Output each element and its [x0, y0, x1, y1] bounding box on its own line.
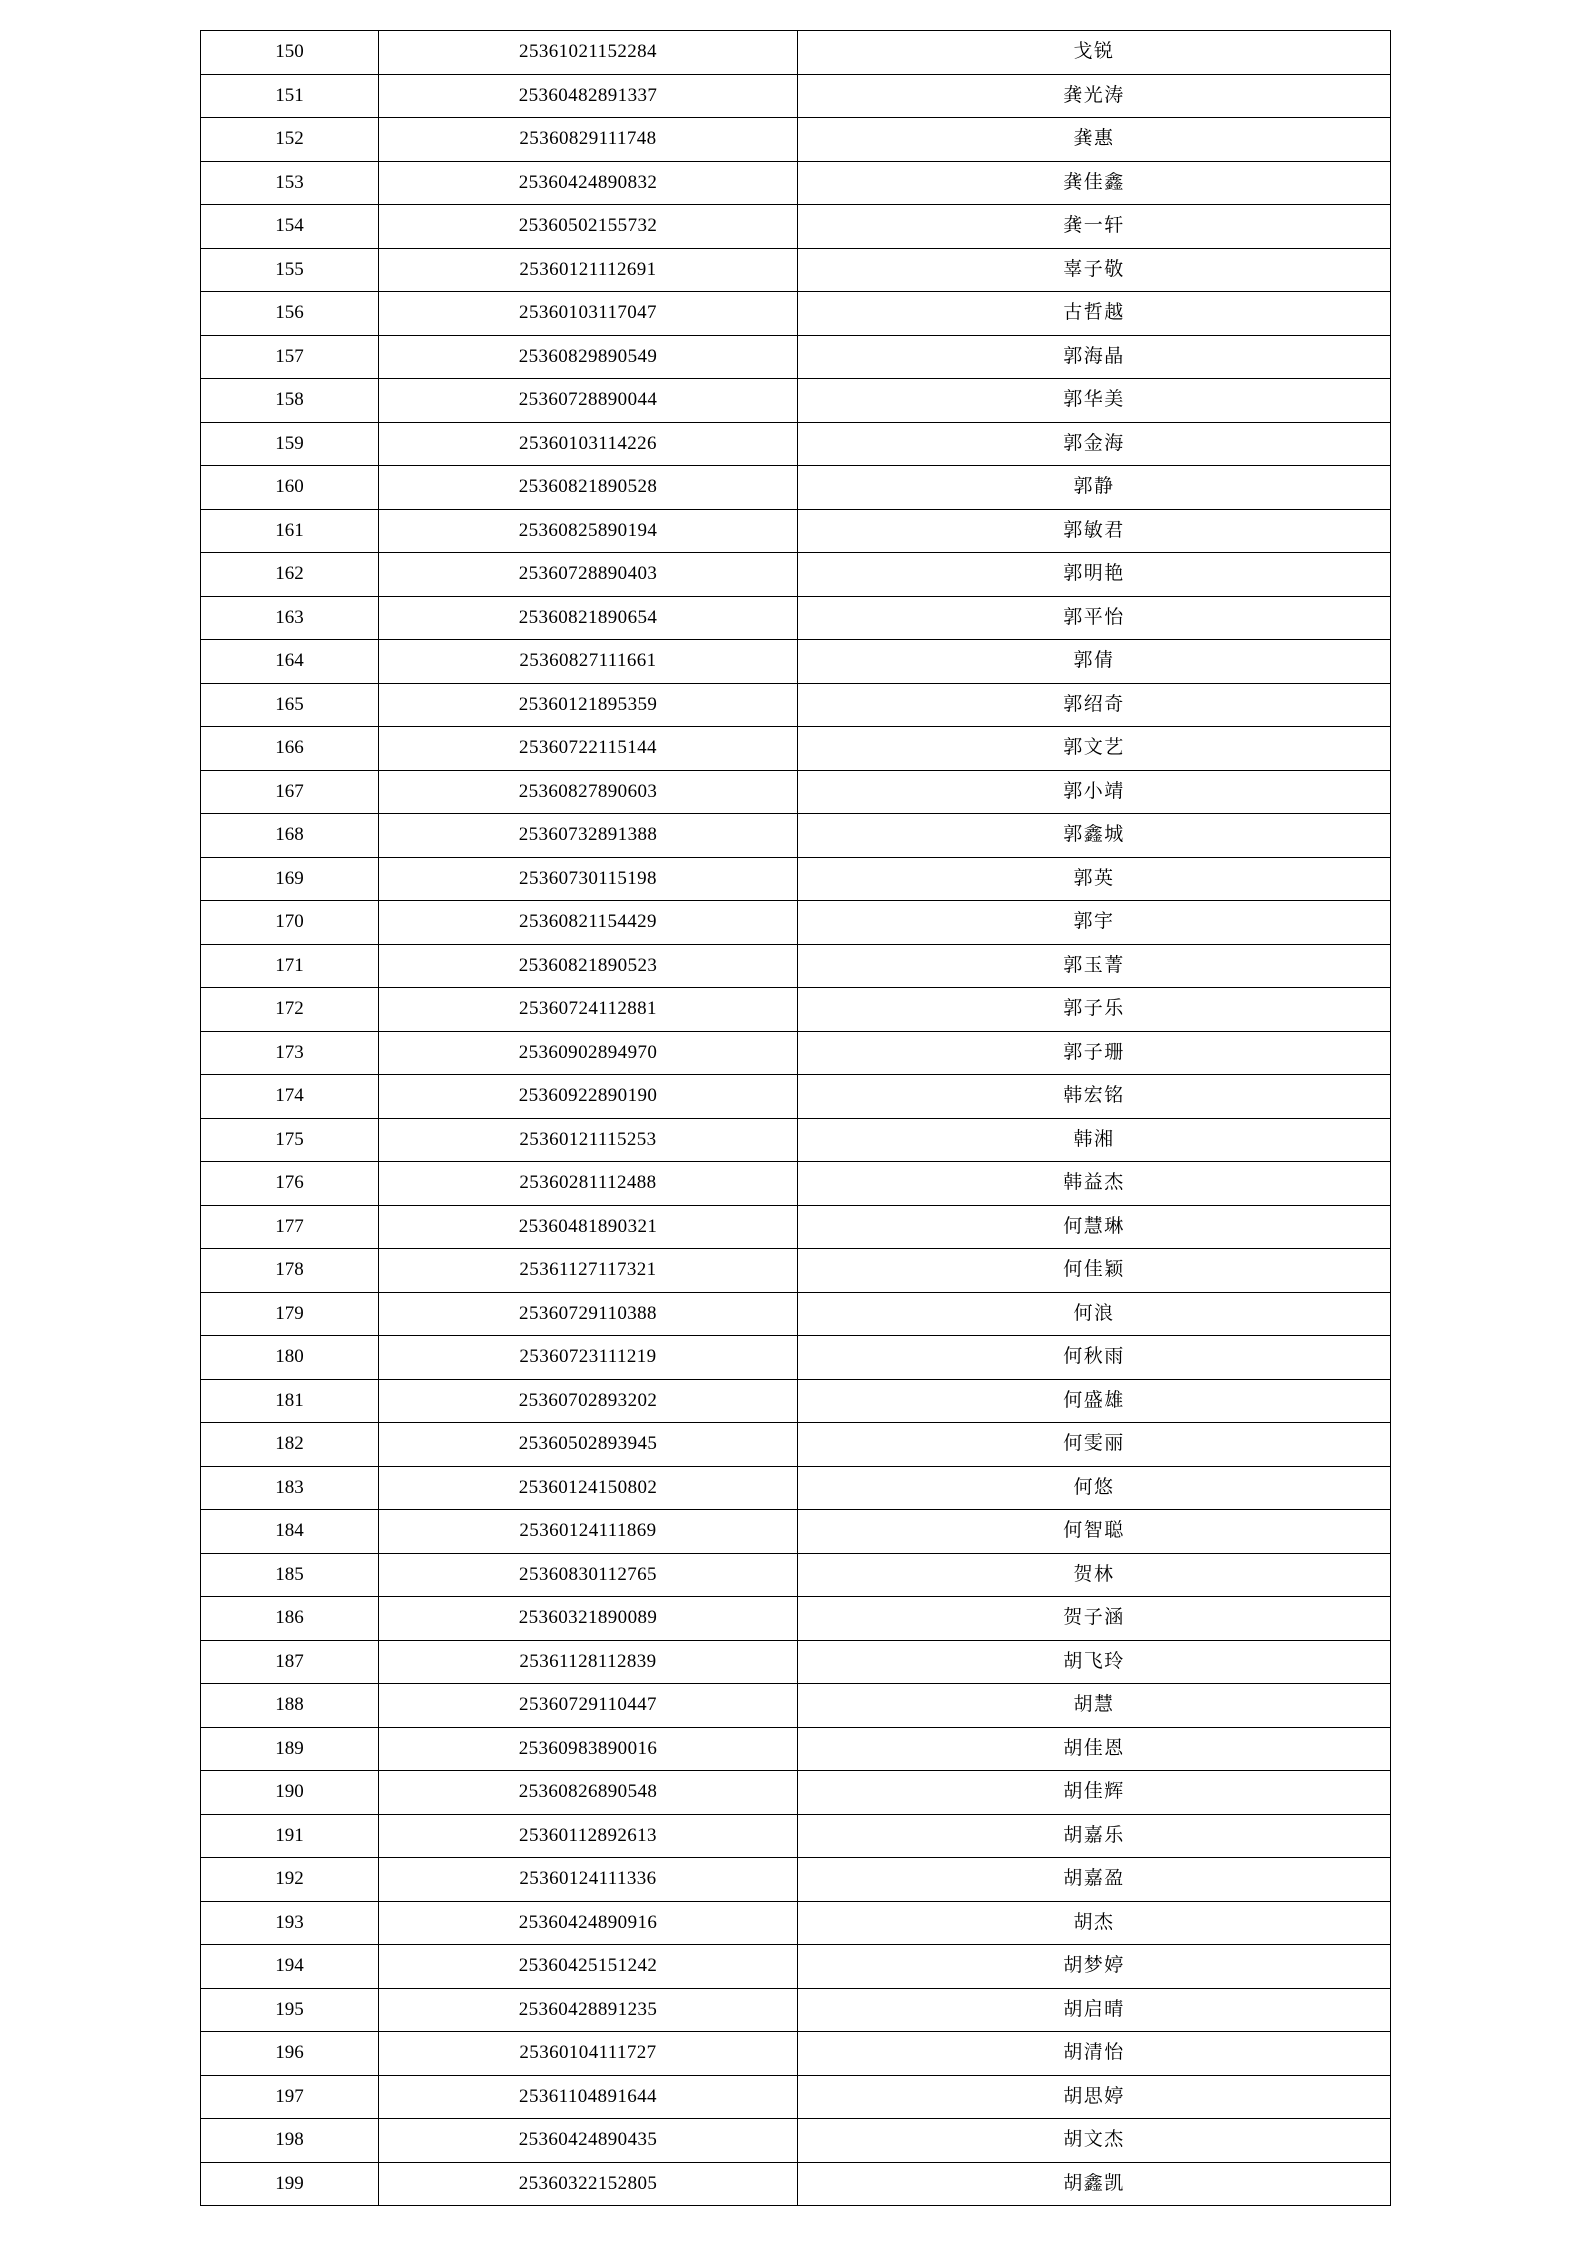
table-row	[201, 1379, 1391, 1423]
cell-sequence: 194	[201, 1945, 379, 1989]
cell-name: 郭子乐	[798, 988, 1391, 1032]
cell-sequence: 197	[201, 2075, 379, 2119]
cell-sequence: 184	[201, 1510, 379, 1554]
cell-sequence: 166	[201, 727, 379, 771]
cell-sequence: 182	[201, 1423, 379, 1467]
cell-name: 郭文艺	[798, 727, 1391, 771]
cell-sequence: 173	[201, 1031, 379, 1075]
table-row	[201, 1292, 1391, 1336]
cell-exam-id: 25360821890654	[379, 596, 798, 640]
cell-name: 龚光涛	[798, 74, 1391, 118]
cell-sequence: 181	[201, 1379, 379, 1423]
cell-name: 郭明艳	[798, 553, 1391, 597]
cell-exam-id: 25360728890403	[379, 553, 798, 597]
cell-name: 龚佳鑫	[798, 161, 1391, 205]
table-row	[201, 1336, 1391, 1380]
cell-sequence: 176	[201, 1162, 379, 1206]
table-row	[201, 1553, 1391, 1597]
cell-name: 胡杰	[798, 1901, 1391, 1945]
table-row	[201, 944, 1391, 988]
cell-sequence: 191	[201, 1814, 379, 1858]
table-row	[201, 2119, 1391, 2163]
table-row	[201, 1771, 1391, 1815]
cell-exam-id: 25360124111869	[379, 1510, 798, 1554]
cell-name: 郭金海	[798, 422, 1391, 466]
cell-name: 戈锐	[798, 31, 1391, 75]
cell-exam-id: 25361127117321	[379, 1249, 798, 1293]
cell-exam-id: 25360826890548	[379, 1771, 798, 1815]
cell-exam-id: 25360728890044	[379, 379, 798, 423]
cell-name: 辜子敬	[798, 248, 1391, 292]
table-row	[201, 1466, 1391, 1510]
cell-sequence: 193	[201, 1901, 379, 1945]
cell-name: 胡梦婷	[798, 1945, 1391, 1989]
cell-exam-id: 25360730115198	[379, 857, 798, 901]
cell-name: 郭华美	[798, 379, 1391, 423]
table-row	[201, 857, 1391, 901]
cell-exam-id: 25360104111727	[379, 2032, 798, 2076]
cell-sequence: 164	[201, 640, 379, 684]
cell-exam-id: 25360103114226	[379, 422, 798, 466]
cell-exam-id: 25360121895359	[379, 683, 798, 727]
table-row	[201, 1118, 1391, 1162]
cell-exam-id: 25360829890549	[379, 335, 798, 379]
cell-exam-id: 25360732891388	[379, 814, 798, 858]
cell-sequence: 188	[201, 1684, 379, 1728]
cell-exam-id: 25360322152805	[379, 2162, 798, 2206]
cell-name: 郭英	[798, 857, 1391, 901]
cell-exam-id: 25360829111748	[379, 118, 798, 162]
table-row	[201, 335, 1391, 379]
table-row	[201, 1510, 1391, 1554]
cell-name: 胡文杰	[798, 2119, 1391, 2163]
cell-sequence: 161	[201, 509, 379, 553]
cell-exam-id: 25360321890089	[379, 1597, 798, 1641]
table-row	[201, 1205, 1391, 1249]
cell-exam-id: 25360830112765	[379, 1553, 798, 1597]
cell-name: 郭倩	[798, 640, 1391, 684]
cell-name: 贺子涵	[798, 1597, 1391, 1641]
cell-name: 何秋雨	[798, 1336, 1391, 1380]
table-row	[201, 1423, 1391, 1467]
cell-name: 胡思婷	[798, 2075, 1391, 2119]
cell-name: 郭鑫城	[798, 814, 1391, 858]
cell-sequence: 159	[201, 422, 379, 466]
cell-exam-id: 25360428891235	[379, 1988, 798, 2032]
cell-exam-id: 25360121115253	[379, 1118, 798, 1162]
cell-exam-id: 25360112892613	[379, 1814, 798, 1858]
cell-exam-id: 25360702893202	[379, 1379, 798, 1423]
cell-exam-id: 25360481890321	[379, 1205, 798, 1249]
table-row	[201, 1858, 1391, 1902]
table-row	[201, 2162, 1391, 2206]
cell-name: 郭绍奇	[798, 683, 1391, 727]
cell-name: 韩湘	[798, 1118, 1391, 1162]
cell-name: 龚惠	[798, 118, 1391, 162]
cell-name: 郭子珊	[798, 1031, 1391, 1075]
table-row	[201, 1727, 1391, 1771]
cell-name: 胡飞玲	[798, 1640, 1391, 1684]
cell-exam-id: 25360722115144	[379, 727, 798, 771]
cell-sequence: 157	[201, 335, 379, 379]
table-row	[201, 901, 1391, 945]
cell-exam-id: 25360983890016	[379, 1727, 798, 1771]
cell-exam-id: 25360724112881	[379, 988, 798, 1032]
cell-exam-id: 25360424890916	[379, 1901, 798, 1945]
cell-sequence: 151	[201, 74, 379, 118]
cell-exam-id: 25360827890603	[379, 770, 798, 814]
cell-name: 胡清怡	[798, 2032, 1391, 2076]
table-row	[201, 292, 1391, 336]
cell-sequence: 170	[201, 901, 379, 945]
cell-exam-id: 25360121112691	[379, 248, 798, 292]
cell-sequence: 187	[201, 1640, 379, 1684]
cell-name: 胡慧	[798, 1684, 1391, 1728]
cell-exam-id: 25360825890194	[379, 509, 798, 553]
table-row	[201, 2032, 1391, 2076]
cell-exam-id: 25361128112839	[379, 1640, 798, 1684]
table-row	[201, 1901, 1391, 1945]
table-row	[201, 727, 1391, 771]
table-row	[201, 553, 1391, 597]
table-row	[201, 1814, 1391, 1858]
table-row	[201, 1597, 1391, 1641]
cell-exam-id: 25360424890435	[379, 2119, 798, 2163]
table-row	[201, 1640, 1391, 1684]
cell-sequence: 174	[201, 1075, 379, 1119]
cell-exam-id: 25360103117047	[379, 292, 798, 336]
table-row	[201, 683, 1391, 727]
cell-sequence: 153	[201, 161, 379, 205]
cell-name: 龚一轩	[798, 205, 1391, 249]
cell-name: 何盛雄	[798, 1379, 1391, 1423]
cell-name: 何慧琳	[798, 1205, 1391, 1249]
cell-sequence: 179	[201, 1292, 379, 1336]
cell-exam-id: 25360124150802	[379, 1466, 798, 1510]
cell-sequence: 198	[201, 2119, 379, 2163]
cell-name: 胡鑫凯	[798, 2162, 1391, 2206]
cell-name: 贺林	[798, 1553, 1391, 1597]
cell-sequence: 199	[201, 2162, 379, 2206]
cell-exam-id: 25360729110447	[379, 1684, 798, 1728]
table-row	[201, 161, 1391, 205]
cell-exam-id: 25360729110388	[379, 1292, 798, 1336]
cell-exam-id: 25360482891337	[379, 74, 798, 118]
table-row	[201, 1162, 1391, 1206]
cell-sequence: 186	[201, 1597, 379, 1641]
table-row	[201, 1075, 1391, 1119]
table-row	[201, 988, 1391, 1032]
cell-exam-id: 25360821890528	[379, 466, 798, 510]
roster-table	[200, 30, 1391, 2206]
cell-exam-id: 25360502155732	[379, 205, 798, 249]
cell-exam-id: 25360502893945	[379, 1423, 798, 1467]
cell-exam-id: 25361104891644	[379, 2075, 798, 2119]
cell-name: 郭玉菁	[798, 944, 1391, 988]
cell-sequence: 172	[201, 988, 379, 1032]
cell-sequence: 183	[201, 1466, 379, 1510]
table-row	[201, 640, 1391, 684]
cell-name: 郭海晶	[798, 335, 1391, 379]
cell-exam-id: 25361021152284	[379, 31, 798, 75]
cell-name: 郭宇	[798, 901, 1391, 945]
cell-sequence: 168	[201, 814, 379, 858]
cell-exam-id: 25360425151242	[379, 1945, 798, 1989]
cell-sequence: 175	[201, 1118, 379, 1162]
cell-name: 胡佳辉	[798, 1771, 1391, 1815]
table-row	[201, 74, 1391, 118]
cell-name: 古哲越	[798, 292, 1391, 336]
cell-sequence: 177	[201, 1205, 379, 1249]
table-row	[201, 31, 1391, 75]
cell-sequence: 192	[201, 1858, 379, 1902]
cell-sequence: 180	[201, 1336, 379, 1380]
cell-sequence: 152	[201, 118, 379, 162]
cell-sequence: 195	[201, 1988, 379, 2032]
cell-name: 郭静	[798, 466, 1391, 510]
cell-exam-id: 25360922890190	[379, 1075, 798, 1119]
cell-name: 郭敏君	[798, 509, 1391, 553]
table-row	[201, 1031, 1391, 1075]
cell-name: 何雯丽	[798, 1423, 1391, 1467]
cell-sequence: 165	[201, 683, 379, 727]
cell-name: 韩宏铭	[798, 1075, 1391, 1119]
cell-sequence: 190	[201, 1771, 379, 1815]
table-row	[201, 118, 1391, 162]
cell-name: 胡佳恩	[798, 1727, 1391, 1771]
cell-sequence: 155	[201, 248, 379, 292]
cell-name: 郭平怡	[798, 596, 1391, 640]
cell-sequence: 171	[201, 944, 379, 988]
cell-sequence: 150	[201, 31, 379, 75]
cell-name: 何浪	[798, 1292, 1391, 1336]
cell-name: 胡启晴	[798, 1988, 1391, 2032]
cell-exam-id: 25360424890832	[379, 161, 798, 205]
cell-name: 胡嘉盈	[798, 1858, 1391, 1902]
cell-sequence: 178	[201, 1249, 379, 1293]
table-row	[201, 205, 1391, 249]
cell-name: 何悠	[798, 1466, 1391, 1510]
table-row	[201, 1249, 1391, 1293]
table-row	[201, 248, 1391, 292]
cell-exam-id: 25360723111219	[379, 1336, 798, 1380]
cell-name: 何佳颖	[798, 1249, 1391, 1293]
table-row	[201, 1684, 1391, 1728]
cell-exam-id: 25360821890523	[379, 944, 798, 988]
table-row	[201, 1945, 1391, 1989]
cell-sequence: 169	[201, 857, 379, 901]
cell-name: 郭小靖	[798, 770, 1391, 814]
cell-sequence: 196	[201, 2032, 379, 2076]
cell-sequence: 189	[201, 1727, 379, 1771]
cell-name: 胡嘉乐	[798, 1814, 1391, 1858]
table-row	[201, 814, 1391, 858]
cell-sequence: 162	[201, 553, 379, 597]
table-row	[201, 770, 1391, 814]
cell-sequence: 154	[201, 205, 379, 249]
table-row	[201, 422, 1391, 466]
cell-exam-id: 25360281112488	[379, 1162, 798, 1206]
table-row	[201, 1988, 1391, 2032]
cell-name: 韩益杰	[798, 1162, 1391, 1206]
cell-name: 何智聪	[798, 1510, 1391, 1554]
cell-exam-id: 25360827111661	[379, 640, 798, 684]
cell-sequence: 156	[201, 292, 379, 336]
table-row	[201, 596, 1391, 640]
cell-exam-id: 25360821154429	[379, 901, 798, 945]
cell-sequence: 163	[201, 596, 379, 640]
table-row	[201, 379, 1391, 423]
roster-table-body	[201, 31, 1391, 2206]
table-row	[201, 466, 1391, 510]
cell-sequence: 167	[201, 770, 379, 814]
cell-sequence: 185	[201, 1553, 379, 1597]
cell-exam-id: 25360902894970	[379, 1031, 798, 1075]
table-row	[201, 2075, 1391, 2119]
cell-sequence: 158	[201, 379, 379, 423]
cell-sequence: 160	[201, 466, 379, 510]
table-row	[201, 509, 1391, 553]
cell-exam-id: 25360124111336	[379, 1858, 798, 1902]
